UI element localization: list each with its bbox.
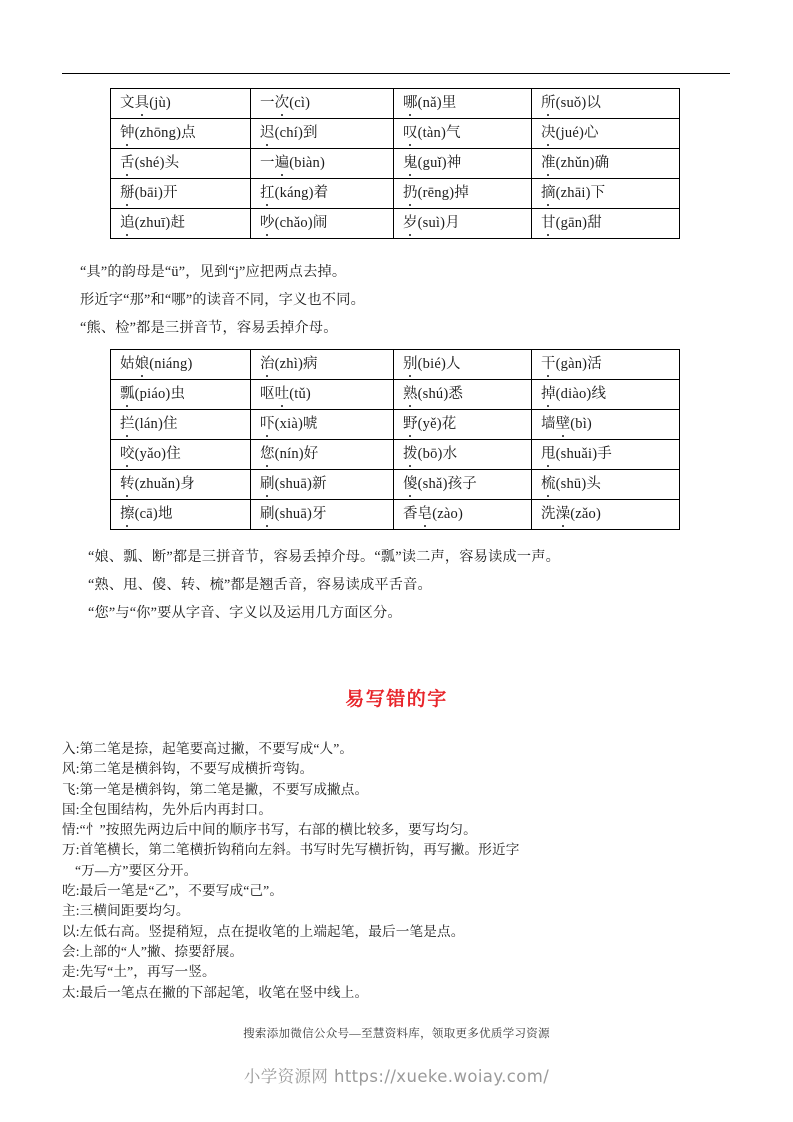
word-cell: [394, 89, 532, 119]
word-suffix: 悉: [448, 385, 464, 402]
word-cell: [532, 209, 680, 239]
pinyin-annotation: (shuā): [274, 505, 313, 522]
emphasised-character: 吓: [260, 415, 275, 435]
character-note-line: 情:“忄”按照先两边后中间的顺序书写，右部的横比较多，要写均匀。: [62, 822, 477, 838]
emphasised-character: 熟: [403, 385, 418, 405]
word-cell: [111, 380, 251, 410]
emphasised-character: 吵: [260, 214, 275, 234]
word-cell: [532, 350, 680, 380]
pinyin-annotation: (gān): [555, 214, 588, 231]
pinyin-annotation: (rēng): [417, 184, 455, 201]
word-suffix: 线: [591, 385, 607, 402]
emphasised-character: 擦: [120, 505, 135, 525]
word-suffix: 点: [181, 124, 196, 141]
section-heading: 易写错的字: [345, 689, 448, 710]
word-suffix: 活: [587, 355, 602, 372]
word-cell: [532, 410, 680, 440]
emphasised-character: 别: [403, 355, 418, 375]
emphasised-character: 傻: [403, 475, 418, 495]
emphasised-character: 准: [541, 154, 556, 174]
emphasised-character: 娘: [135, 355, 150, 375]
character-note-line: 国:全包围结构，先外后内再封口。: [62, 801, 273, 817]
word-suffix: 新: [312, 475, 327, 492]
emphasised-character: 刷: [260, 475, 275, 495]
word-suffix: 赶: [170, 214, 186, 231]
emphasised-character: 岁: [403, 214, 418, 234]
word-prefix: 一: [260, 94, 275, 111]
pinyin-annotation: (tǔ): [289, 385, 311, 402]
word-cell: [111, 179, 251, 209]
pinyin-annotation: (bō): [417, 445, 443, 462]
pinyin-annotation: (shuā): [274, 475, 313, 492]
emphasised-character: 扔: [403, 184, 418, 204]
word-cell: [532, 470, 680, 500]
table-row: [111, 440, 680, 470]
word-suffix: 牙: [312, 505, 327, 522]
pinyin-annotation: (jù): [149, 94, 171, 111]
table-row: [111, 410, 680, 440]
pinyin-annotation: (nǎ): [417, 94, 442, 111]
emphasised-character: 钟: [120, 124, 135, 144]
emphasised-character: 拨: [403, 445, 418, 465]
character-note-line: 飞:第一笔是横斜钩，第二笔是撇，不要写成撇点。: [62, 781, 369, 797]
character-note-line: 走:先写“土”，再写一竖。: [62, 964, 216, 980]
emphasised-character: 次: [275, 94, 290, 114]
word-cell: [394, 149, 532, 179]
note-a-line-1: “具”的韵母是“ü”，见到“j”应把两点去掉。: [80, 264, 347, 280]
header-divider: [62, 73, 730, 74]
pinyin-annotation: (suǒ): [555, 94, 587, 111]
table-row: [111, 350, 680, 380]
word-cell: [532, 149, 680, 179]
pinyin-annotation: (suì): [417, 214, 446, 231]
emphasised-character: 拦: [120, 415, 135, 435]
emphasised-character: 甩: [541, 445, 556, 465]
emphasised-character: 咬: [120, 445, 135, 465]
pinyin-annotation: (zhāi): [555, 184, 591, 201]
word-prefix: 姑: [120, 355, 135, 372]
emphasised-character: 转: [120, 475, 135, 495]
character-note-line: “万—方”要区分开。: [75, 862, 198, 878]
word-suffix: 月: [445, 214, 460, 231]
word-suffix: 地: [157, 505, 173, 522]
word-suffix: 人: [445, 355, 461, 372]
word-cell: [532, 440, 680, 470]
word-cell: [394, 500, 532, 530]
pinyin-annotation: (jué): [555, 124, 584, 141]
pinyin-annotation: (zhōng): [134, 124, 182, 141]
note-b-line-2: “熟、甩、傻、转、梳”都是翘舌音，容易读成平舌音。: [88, 577, 432, 593]
word-cell: [111, 149, 251, 179]
emphasised-character: 迟: [260, 124, 275, 144]
word-suffix: 闹: [312, 214, 328, 231]
word-prefix: 香: [403, 505, 418, 522]
emphasised-character: 掉: [541, 385, 556, 405]
emphasised-character: 甘: [541, 214, 556, 234]
table-row: [111, 119, 680, 149]
pinyin-annotation: (piáo): [134, 385, 171, 402]
emphasised-character: 掰: [120, 184, 135, 204]
word-suffix: 确: [594, 154, 610, 171]
pinyin-annotation: (zǎo): [570, 505, 601, 522]
emphasised-character: 舌: [120, 154, 135, 174]
word-suffix: 头: [164, 154, 180, 171]
emphasised-character: 扛: [260, 184, 275, 204]
word-cell: [251, 149, 394, 179]
emphasised-character: 所: [541, 94, 556, 114]
word-suffix: 住: [166, 445, 181, 462]
word-cell: [111, 410, 251, 440]
word-suffix: 住: [162, 415, 178, 432]
word-suffix: 手: [597, 445, 612, 462]
table-2-body: [111, 350, 680, 530]
word-cell: [394, 380, 532, 410]
word-cell: [111, 119, 251, 149]
emphasised-character: 刷: [260, 505, 275, 525]
emphasised-character: 遍: [275, 154, 290, 174]
word-cell: [251, 470, 394, 500]
word-cell: [394, 209, 532, 239]
word-suffix: 掉: [454, 184, 469, 201]
duoyin-table-2: [110, 349, 680, 530]
word-suffix: 开: [162, 184, 178, 201]
note-b-line-3: “您”与“你”要从字音、字义以及运用几方面区分。: [88, 605, 402, 621]
word-cell: [251, 440, 394, 470]
table-row: [111, 470, 680, 500]
pinyin-annotation: (yě): [417, 415, 442, 432]
pinyin-annotation: (shuǎi): [555, 445, 598, 462]
emphasised-character: 吐: [275, 385, 290, 405]
duoyin-table-1: [110, 88, 680, 239]
word-cell: [394, 119, 532, 149]
word-cell: [251, 119, 394, 149]
emphasised-character: 叹: [403, 124, 418, 144]
character-note-line: 以:左低右高。竖提稍短，点在提收笔的上端起笔，最后一笔是点。: [62, 923, 465, 939]
emphasised-character: 野: [403, 415, 418, 435]
word-cell: [251, 500, 394, 530]
word-suffix: 孩子: [447, 475, 477, 492]
word-cell: [251, 209, 394, 239]
pinyin-annotation: (nín): [274, 445, 304, 462]
word-suffix: 虫: [170, 385, 186, 402]
word-suffix: 心: [583, 124, 599, 141]
emphasised-character: 梳: [541, 475, 556, 495]
word-cell: [251, 350, 394, 380]
word-suffix: 甜: [587, 214, 602, 231]
word-cell: [111, 470, 251, 500]
character-notes-list: [62, 739, 742, 1003]
word-cell: [111, 440, 251, 470]
word-suffix: 花: [441, 415, 457, 432]
emphasised-character: 决: [541, 124, 556, 144]
emphasised-character: 壁: [556, 415, 571, 435]
pinyin-annotation: (gàn): [555, 355, 588, 372]
pinyin-annotation: (tàn): [417, 124, 446, 141]
word-cell: [532, 119, 680, 149]
character-note-line: 会:上部的“人”撇、捺要舒展。: [62, 943, 244, 959]
word-suffix: 以: [586, 94, 602, 111]
note-a-line-3: “熊、检”都是三拼音节，容易丢掉介母。: [80, 320, 338, 336]
note-b-line-1: “娘、瓢、断”都是三拼音节，容易丢掉介母。“瓢”读二声，容易读成一声。: [88, 549, 561, 565]
character-note-line: 主:三横间距要均匀。: [62, 903, 190, 919]
pinyin-annotation: (lán): [134, 415, 163, 432]
word-cell: [394, 410, 532, 440]
word-cell: [111, 500, 251, 530]
word-suffix: 唬: [302, 415, 318, 432]
table-row: [111, 380, 680, 410]
pinyin-annotation: (yǎo): [134, 445, 167, 462]
pinyin-annotation: (zhuǎn): [134, 475, 181, 492]
emphasised-character: 具: [135, 94, 150, 114]
pinyin-annotation: (cā): [134, 505, 158, 522]
pinyin-annotation: (diào): [555, 385, 592, 402]
table-row: [111, 89, 680, 119]
word-prefix: 一: [260, 154, 275, 171]
word-cell: [532, 89, 680, 119]
word-suffix: 着: [313, 184, 329, 201]
pinyin-annotation: (guǐ): [417, 154, 447, 171]
emphasised-character: 澡: [556, 505, 571, 525]
pinyin-annotation: (shú): [417, 385, 449, 402]
word-cell: [251, 380, 394, 410]
word-suffix: 下: [590, 184, 606, 201]
word-suffix: 气: [445, 124, 461, 141]
word-suffix: 神: [446, 154, 462, 171]
word-prefix: 洗: [541, 505, 556, 522]
word-prefix: 呕: [260, 385, 275, 402]
emphasised-character: 哪: [403, 94, 418, 114]
character-note-line: 万:首笔横长，第二笔横折钩稍向左斜。书写时先写横折钩，再写撇。形近字: [62, 842, 520, 858]
pinyin-annotation: (bì): [570, 415, 592, 432]
emphasised-character: 治: [260, 355, 275, 375]
word-cell: [532, 380, 680, 410]
character-note-line: 吃:最后一笔是“乙”，不要写成“己”。: [62, 883, 284, 899]
emphasised-character: 鬼: [403, 154, 418, 174]
word-prefix: 墙: [541, 415, 556, 432]
emphasised-character: 追: [120, 214, 135, 234]
emphasised-character: 您: [260, 445, 275, 465]
pinyin-annotation: (bāi): [134, 184, 163, 201]
table-1-body: [111, 89, 680, 239]
word-cell: [251, 410, 394, 440]
word-cell: [532, 179, 680, 209]
character-note-line: 风:第二笔是横斜钩，不要写成横折弯钩。: [62, 761, 314, 777]
word-suffix: 病: [302, 355, 318, 372]
word-cell: [251, 179, 394, 209]
word-suffix: 身: [180, 475, 195, 492]
table-row: [111, 179, 680, 209]
word-cell: [394, 440, 532, 470]
word-prefix: 文: [120, 94, 135, 111]
pinyin-annotation: (niáng): [149, 355, 193, 372]
word-cell: [394, 470, 532, 500]
pinyin-annotation: (xià): [274, 415, 303, 432]
footer-promo-text: 搜索添加微信公众号—至慧资料库，领取更多优质学习资源: [243, 1028, 550, 1040]
word-cell: [111, 89, 251, 119]
pinyin-annotation: (biàn): [289, 154, 326, 171]
site-watermark: 小学资源网 https://xueke.woiay.com/: [243, 1067, 550, 1086]
note-a-line-2: 形近字“那”和“哪”的读音不同，字义也不同。: [80, 292, 365, 308]
emphasised-character: 干: [541, 355, 556, 375]
pinyin-annotation: (zhuī): [134, 214, 171, 231]
word-suffix: 水: [442, 445, 458, 462]
word-cell: [111, 209, 251, 239]
character-note-line: 太:最后一笔点在撇的下部起笔，收笔在竖中线上。: [62, 984, 369, 1000]
emphasised-character: 摘: [541, 184, 556, 204]
word-suffix: 头: [586, 475, 602, 492]
table-row: [111, 209, 680, 239]
pinyin-annotation: (shé): [134, 154, 165, 171]
word-cell: [532, 500, 680, 530]
table-row: [111, 149, 680, 179]
pinyin-annotation: (zhì): [274, 355, 303, 372]
pinyin-annotation: (bié): [417, 355, 446, 372]
word-cell: [251, 89, 394, 119]
pinyin-annotation: (chǎo): [274, 214, 313, 231]
pinyin-annotation: (zào): [432, 505, 463, 522]
table-row: [111, 500, 680, 530]
pinyin-annotation: (zhǔn): [555, 154, 595, 171]
pinyin-annotation: (chí): [274, 124, 303, 141]
pinyin-annotation: (cì): [289, 94, 311, 111]
emphasised-character: 皂: [418, 505, 433, 525]
word-suffix: 到: [302, 124, 318, 141]
emphasised-character: 瓢: [120, 385, 135, 405]
pinyin-annotation: (shǎ): [417, 475, 448, 492]
pinyin-annotation: (káng): [274, 184, 314, 201]
word-cell: [394, 179, 532, 209]
character-note-line: 入:第二笔是捺，起笔要高过撇，不要写成“人”。: [62, 741, 354, 756]
pinyin-annotation: (shū): [555, 475, 587, 492]
word-cell: [394, 350, 532, 380]
word-suffix: 里: [441, 94, 457, 111]
word-cell: [111, 350, 251, 380]
word-suffix: 好: [303, 445, 319, 462]
